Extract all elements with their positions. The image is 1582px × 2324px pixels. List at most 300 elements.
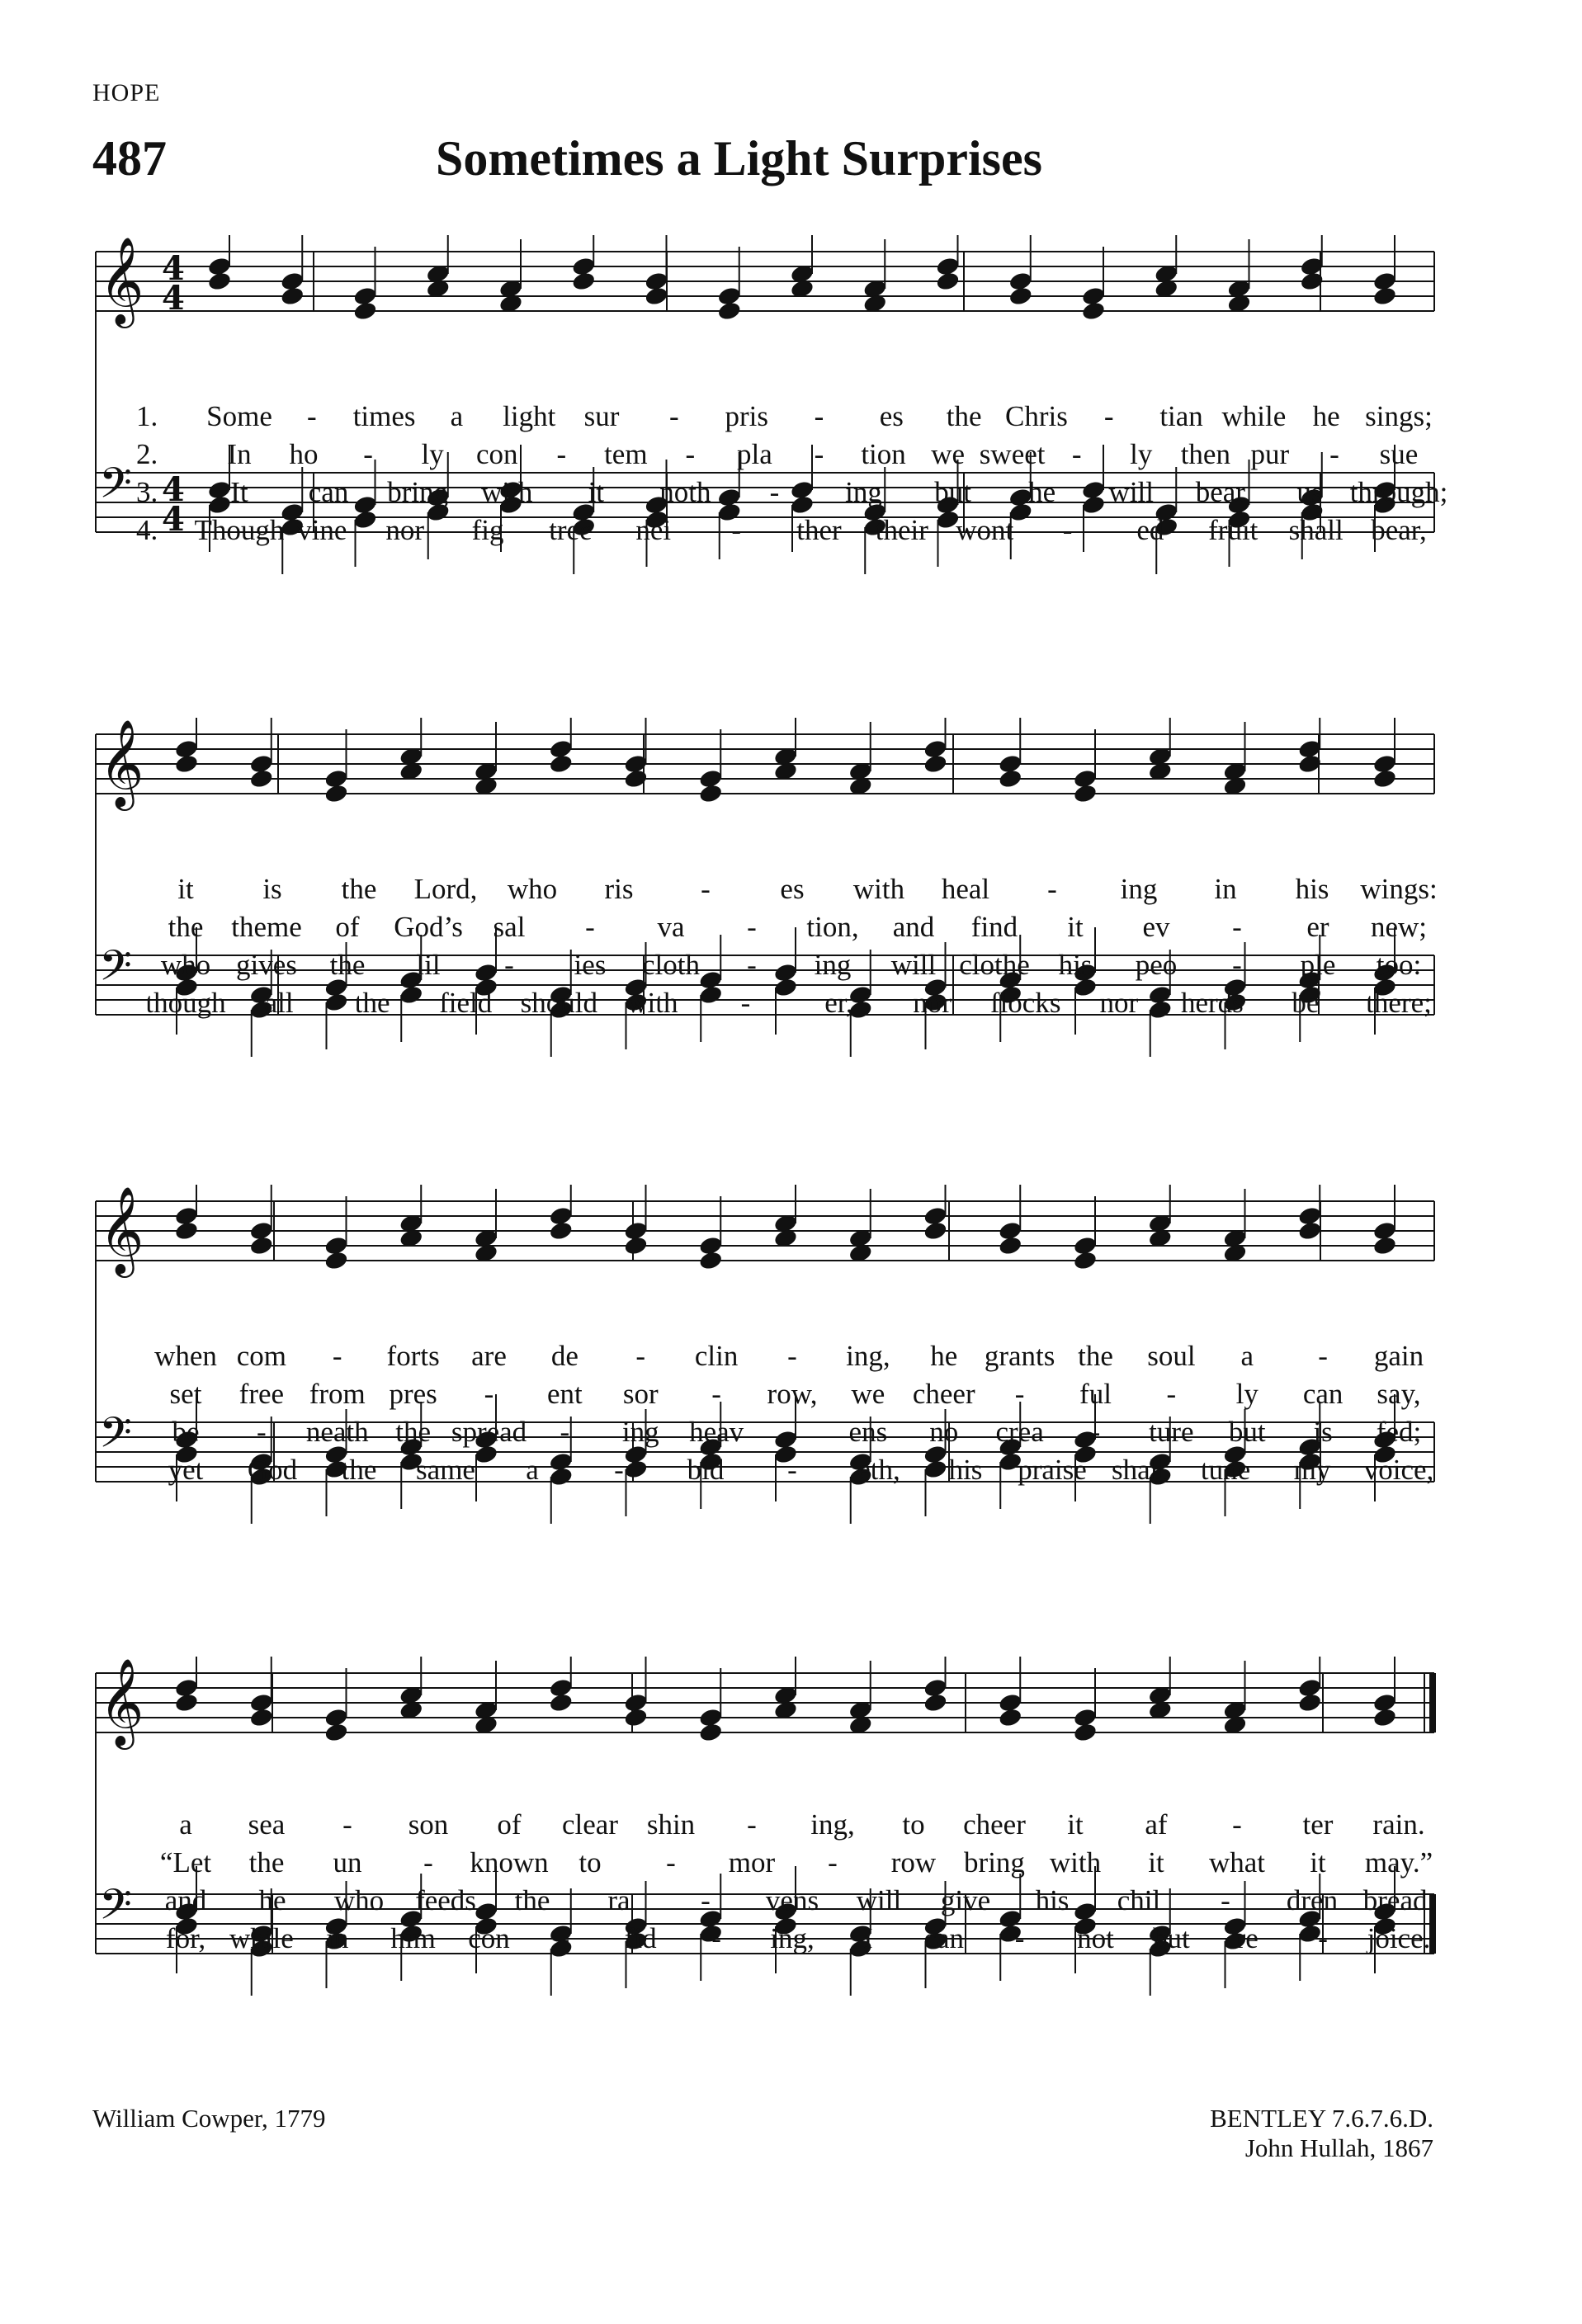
- lyric-syllable: ter: [1302, 1808, 1334, 1841]
- lyric-syllable: tion,: [806, 911, 859, 943]
- syllable-hyphen: -: [1014, 1922, 1025, 1954]
- lyric-syllable: it: [177, 873, 194, 905]
- syllable-hyphen: -: [814, 400, 824, 432]
- lyric-syllable: tune: [1200, 1454, 1251, 1486]
- treble-notehead: [323, 783, 349, 804]
- lyric-syllable: heal: [941, 873, 990, 905]
- lyric-syllable: sor: [622, 1378, 659, 1410]
- lyric-syllable: be: [172, 1416, 200, 1448]
- lyric-syllable: too:: [1376, 949, 1422, 981]
- lyric-syllable: crea: [995, 1416, 1044, 1448]
- lyric-syllable: joice.: [1367, 1922, 1431, 1954]
- lyric-syllable: ing: [814, 949, 852, 981]
- lyric-syllable: nor: [385, 514, 425, 546]
- lyric-syllable: he: [258, 1884, 286, 1916]
- lyric-syllable: Lord,: [413, 873, 478, 905]
- treble-notehead: [698, 1722, 724, 1743]
- lyric-syllable: his: [1295, 873, 1329, 905]
- lyric-syllable: va: [657, 911, 685, 943]
- lyric-syllable: him: [390, 1922, 436, 1954]
- treble-notehead: [698, 1250, 724, 1271]
- lyric-syllable: it: [1067, 1808, 1084, 1841]
- lyric-syllable: Chris: [1005, 400, 1068, 432]
- lyric-syllable: with: [852, 873, 905, 905]
- lyric-syllable: known: [470, 1846, 549, 1879]
- final-barline-thick: [1429, 1673, 1436, 1732]
- treble-notehead: [1372, 1235, 1398, 1256]
- syllable-hyphen: -: [560, 1922, 570, 1954]
- syllable-hyphen: -: [1062, 514, 1073, 546]
- treble-notehead: [716, 300, 742, 322]
- lyric-syllable: row,: [767, 1378, 818, 1410]
- lyric-syllable: shall: [1111, 1454, 1167, 1486]
- lyric-syllable: his: [1058, 949, 1093, 981]
- hymn-number: 487: [92, 131, 167, 186]
- lyric-syllable: we: [931, 438, 966, 470]
- verse-line: [0, 400, 1582, 436]
- lyric-syllable: in: [326, 1922, 349, 1954]
- syllable-hyphen: -: [1047, 873, 1057, 905]
- syllable-hyphen: -: [363, 438, 373, 470]
- lyric-syllable: all: [264, 987, 294, 1019]
- lyric-syllable: ing,: [810, 1808, 855, 1841]
- bass-clef-icon: 𝄢: [99, 458, 132, 518]
- lyric-syllable: though: [145, 987, 226, 1019]
- lyric-syllable: give: [940, 1884, 991, 1916]
- lyric-syllable: eth,: [857, 1454, 900, 1486]
- lyric-syllable: ho: [289, 438, 319, 470]
- treble-notehead: [1073, 783, 1098, 804]
- lyric-syllable: ris: [604, 873, 634, 905]
- syllable-hyphen: -: [828, 1846, 838, 1879]
- lyric-syllable: cheer: [963, 1808, 1026, 1841]
- tune-name: BENTLEY 7.6.7.6.D.: [1210, 2104, 1433, 2133]
- lyric-syllable: ly: [1130, 438, 1153, 470]
- lyric-syllable: ent: [546, 1378, 583, 1410]
- verse-number: 1.: [136, 400, 158, 432]
- lyric-syllable: heav: [689, 1416, 744, 1448]
- syllable-hyphen: -: [614, 1454, 624, 1486]
- lyric-syllable: In: [227, 438, 252, 470]
- lyric-syllable: pur: [1250, 438, 1290, 470]
- treble-notehead: [923, 1692, 948, 1714]
- lyric-syllable: bring: [964, 1846, 1025, 1879]
- lyric-syllable: ev: [1142, 911, 1170, 943]
- treble-notehead: [1372, 285, 1398, 307]
- lyric-syllable: er: [1306, 911, 1329, 943]
- author-credit: William Cowper, 1779: [92, 2104, 326, 2133]
- verse-line: [0, 1884, 1582, 1921]
- treble-notehead: [923, 753, 948, 775]
- lyric-syllable: un: [333, 1846, 362, 1879]
- verse-line: [0, 514, 1582, 550]
- lyric-syllable: It: [230, 476, 248, 508]
- lyric-syllable: find: [970, 911, 1018, 943]
- lyric-syllable: pres: [389, 1378, 437, 1410]
- bass-clef-icon: 𝄢: [99, 1407, 132, 1468]
- treble-notehead: [207, 271, 233, 292]
- lyric-syllable: mor: [728, 1846, 776, 1879]
- lyric-syllable: ies: [574, 949, 607, 981]
- treble-notehead: [1297, 1692, 1323, 1714]
- bass-time-sig-top: 4: [162, 470, 185, 509]
- syllable-hyphen: -: [701, 1884, 711, 1916]
- treble-notehead: [248, 1707, 274, 1728]
- syllable-hyphen: -: [423, 1846, 433, 1879]
- syllable-hyphen: -: [747, 911, 757, 943]
- treble-notehead: [548, 1692, 574, 1714]
- treble-notehead: [323, 1250, 349, 1271]
- lyric-syllable: can: [1302, 1378, 1344, 1410]
- verse-number: 3.: [136, 476, 158, 508]
- lyric-syllable: clin: [694, 1340, 739, 1372]
- lyric-syllable: gain: [1373, 1340, 1424, 1372]
- lyric-syllable: com: [236, 1340, 287, 1372]
- lyric-syllable: may.”: [1364, 1846, 1433, 1879]
- lyric-syllable: same: [416, 1454, 475, 1486]
- treble-notehead: [352, 300, 378, 322]
- lyric-syllable: with: [1049, 1846, 1102, 1879]
- syllable-hyphen: -: [747, 1808, 757, 1841]
- lyric-syllable: ful: [1079, 1378, 1112, 1410]
- syllable-hyphen: -: [1221, 1884, 1230, 1916]
- syllable-hyphen: -: [504, 949, 514, 981]
- lyric-syllable: a: [179, 1808, 192, 1841]
- lyric-syllable: the: [248, 1846, 285, 1879]
- lyric-syllable: his: [1035, 1884, 1070, 1916]
- treble-notehead: [248, 1235, 274, 1256]
- lyric-syllable: while: [229, 1922, 294, 1954]
- treble-notehead: [923, 1220, 948, 1242]
- verse-number: 4.: [136, 514, 158, 546]
- syllable-hyphen: -: [1318, 1922, 1328, 1954]
- lyric-syllable: sings;: [1365, 400, 1433, 432]
- treble-notehead: [548, 753, 574, 775]
- lyric-syllable: the: [341, 1454, 377, 1486]
- lyric-syllable: the: [354, 987, 390, 1019]
- syllable-hyphen: -: [342, 1808, 352, 1841]
- lyric-syllable: cloth: [642, 949, 700, 981]
- lyric-syllable: new;: [1370, 911, 1428, 943]
- lyric-syllable: re: [1235, 1922, 1259, 1954]
- lyric-syllable: the: [395, 1416, 432, 1448]
- lyric-syllable: dren: [1286, 1884, 1339, 1916]
- syllable-hyphen: -: [740, 987, 751, 1019]
- lyric-syllable: yet: [168, 1454, 204, 1486]
- lyric-syllable: bear,: [1371, 514, 1427, 546]
- lyric-syllable: ing: [621, 1416, 659, 1448]
- lyric-syllable: vine: [297, 514, 347, 546]
- lyric-syllable: son: [408, 1808, 449, 1841]
- lyric-syllable: be: [1292, 987, 1320, 1019]
- lyric-syllable: herds: [1180, 987, 1244, 1019]
- lyric-syllable: with: [481, 476, 533, 508]
- lyric-syllable: the: [946, 400, 982, 432]
- bass-clef-icon: 𝄢: [99, 1879, 132, 1940]
- lyric-syllable: not: [1077, 1922, 1114, 1954]
- lyric-syllable: bread.: [1362, 1884, 1435, 1916]
- syllable-hyphen: -: [711, 1378, 721, 1410]
- lyric-syllable: lil: [416, 949, 441, 981]
- lyric-syllable: bring: [387, 476, 449, 508]
- syllable-hyphen: -: [1329, 438, 1339, 470]
- lyric-syllable: but: [934, 476, 971, 508]
- lyric-syllable: nor: [1099, 987, 1139, 1019]
- lyric-syllable: times: [352, 400, 416, 432]
- syllable-hyphen: -: [787, 1454, 797, 1486]
- treble-notehead: [248, 768, 274, 790]
- lyric-syllable: sal: [493, 911, 526, 943]
- treble-time-sig-bottom: 4: [162, 279, 185, 318]
- lyric-syllable: it: [1148, 1846, 1164, 1879]
- lyric-syllable: ly: [1235, 1378, 1259, 1410]
- lyric-syllable: are: [471, 1340, 507, 1372]
- syllable-hyphen: -: [669, 400, 679, 432]
- treble-notehead: [548, 1220, 574, 1242]
- lyric-syllable: nei: [635, 514, 672, 546]
- lyric-syllable: clear: [562, 1808, 618, 1841]
- lyric-syllable: Though: [194, 514, 285, 546]
- verse-line: [0, 911, 1582, 947]
- lyric-syllable: clothe: [959, 949, 1030, 981]
- lyric-syllable: de: [550, 1340, 578, 1372]
- composer-credit: John Hullah, 1867: [1244, 2133, 1433, 2162]
- syllable-hyphen: -: [787, 1340, 797, 1372]
- lyric-syllable: es: [879, 400, 904, 432]
- lyric-syllable: I: [863, 1922, 873, 1954]
- treble-notehead: [644, 285, 669, 307]
- lyric-syllable: fruit: [1208, 514, 1259, 546]
- lyric-syllable: the: [168, 911, 204, 943]
- syllable-hyphen: -: [1232, 1808, 1242, 1841]
- treble-notehead: [1081, 300, 1107, 322]
- lyric-syllable: tian: [1159, 400, 1203, 432]
- lyric-syllable: when: [154, 1340, 217, 1372]
- lyric-syllable: we: [851, 1378, 885, 1410]
- lyric-syllable: neath: [305, 1416, 369, 1448]
- lyric-syllable: to: [902, 1808, 925, 1841]
- lyric-syllable: ra: [607, 1884, 630, 1916]
- syllable-hyphen: -: [1166, 1378, 1177, 1410]
- syllable-hyphen: -: [1014, 1378, 1025, 1410]
- lyric-syllable: for,: [165, 1922, 206, 1954]
- lyric-syllable: who: [507, 873, 558, 905]
- lyric-syllable: can: [923, 1922, 965, 1954]
- verse-line: [0, 1922, 1582, 1959]
- lyric-syllable: ing,: [846, 1340, 890, 1372]
- treble-notehead: [323, 1722, 349, 1743]
- lyric-syllable: of: [335, 911, 360, 943]
- lyric-syllable: but: [1228, 1416, 1266, 1448]
- lyric-syllable: flocks: [989, 987, 1061, 1019]
- lyric-syllable: vens: [765, 1884, 819, 1916]
- lyric-syllable: and: [892, 911, 935, 943]
- lyric-syllable: ing: [1120, 873, 1158, 905]
- lyric-syllable: but: [1153, 1922, 1190, 1954]
- syllable-hyphen: -: [556, 438, 567, 470]
- lyric-syllable: ple: [1300, 949, 1336, 981]
- lyric-syllable: fig: [471, 514, 504, 546]
- lyric-syllable: who: [333, 1884, 385, 1916]
- treble-notehead: [1297, 1220, 1323, 1242]
- lyric-syllable: free: [238, 1378, 285, 1410]
- lyric-syllable: say,: [1377, 1378, 1421, 1410]
- lyric-syllable: wont: [956, 514, 1014, 546]
- syllable-hyphen: -: [484, 1378, 494, 1410]
- lyric-syllable: a: [526, 1454, 539, 1486]
- lyric-syllable: es: [780, 873, 805, 905]
- lyric-syllable: will: [890, 949, 937, 981]
- treble-notehead: [935, 271, 961, 292]
- lyric-syllable: shin: [646, 1808, 696, 1841]
- lyric-syllable: the: [514, 1884, 550, 1916]
- lyric-syllable: “Let: [159, 1846, 212, 1879]
- lyric-syllable: sur: [583, 400, 620, 432]
- treble-notehead: [623, 768, 649, 790]
- verse-line: [0, 1454, 1582, 1490]
- lyric-syllable: sweet: [979, 438, 1046, 470]
- lyric-syllable: what: [1208, 1846, 1266, 1879]
- lyric-syllable: sea: [248, 1808, 286, 1841]
- lyric-syllable: there;: [1366, 987, 1432, 1019]
- lyric-syllable: a: [1240, 1340, 1254, 1372]
- verse-line: [0, 1846, 1582, 1883]
- verse-line: [0, 438, 1582, 474]
- syllable-hyphen: -: [635, 1340, 646, 1372]
- verse-line: [0, 1378, 1582, 1414]
- lyric-syllable: praise: [1018, 1454, 1087, 1486]
- lyric-syllable: is: [262, 873, 282, 905]
- treble-notehead: [1008, 285, 1033, 307]
- lyric-syllable: his: [948, 1454, 983, 1486]
- lyric-syllable: set: [169, 1378, 202, 1410]
- syllable-hyphen: -: [257, 1416, 267, 1448]
- lyric-syllable: theme: [231, 911, 302, 943]
- lyric-syllable: the: [329, 949, 366, 981]
- lyric-syllable: is: [1313, 1416, 1333, 1448]
- lyric-syllable: fid: [624, 1922, 657, 1954]
- lyric-syllable: gives: [236, 949, 297, 981]
- lyric-syllable: rain.: [1372, 1808, 1425, 1841]
- lyric-syllable: peo: [1135, 949, 1178, 981]
- syllable-hyphen: -: [1071, 438, 1082, 470]
- lyric-syllable: then: [1180, 438, 1230, 470]
- lyric-syllable: the: [341, 873, 377, 905]
- lyric-syllable: cheer: [912, 1378, 975, 1410]
- syllable-hyphen: -: [731, 514, 741, 546]
- lyric-syllable: will: [1108, 476, 1154, 508]
- syllable-hyphen: -: [769, 476, 780, 508]
- lyric-syllable: pla: [737, 438, 772, 470]
- treble-notehead: [174, 1220, 200, 1242]
- treble-notehead: [623, 1235, 649, 1256]
- lyric-syllable: it: [588, 476, 605, 508]
- syllable-hyphen: -: [711, 1922, 721, 1954]
- lyric-syllable: soul: [1147, 1340, 1196, 1372]
- lyric-syllable: us: [1296, 476, 1323, 508]
- lyric-syllable: feeds: [415, 1884, 476, 1916]
- lyric-syllable: pris: [725, 400, 768, 432]
- lyric-syllable: ly: [421, 438, 444, 470]
- verse-line: [0, 873, 1582, 909]
- lyric-syllable: he: [930, 1340, 958, 1372]
- lyric-syllable: the: [1078, 1340, 1113, 1372]
- lyric-syllable: voice,: [1363, 1454, 1434, 1486]
- lyric-syllable: to: [578, 1846, 602, 1879]
- treble-notehead: [174, 753, 200, 775]
- lyric-syllable: bear: [1195, 476, 1245, 508]
- lyric-syllable: from: [309, 1378, 366, 1410]
- lyric-syllable: nor: [913, 987, 952, 1019]
- treble-notehead: [998, 1707, 1023, 1728]
- treble-notehead: [998, 1235, 1023, 1256]
- treble-clef-icon: 𝄞: [99, 236, 144, 324]
- verse-line: [0, 949, 1582, 985]
- lyric-syllable: their: [875, 514, 928, 546]
- syllable-hyphen: -: [585, 911, 595, 943]
- lyric-syllable: noth: [659, 476, 711, 508]
- bass-time-sig-bottom: 4: [162, 500, 185, 539]
- lyric-syllable: spread: [451, 1416, 527, 1448]
- lyric-syllable: God: [247, 1454, 298, 1486]
- lyric-syllable: con: [475, 438, 518, 470]
- syllable-hyphen: -: [1232, 949, 1242, 981]
- treble-clef-icon: 𝄞: [99, 1186, 144, 1274]
- lyric-syllable: wings:: [1360, 873, 1438, 905]
- lyric-syllable: it: [1310, 1846, 1326, 1879]
- syllable-hyphen: -: [1232, 911, 1242, 943]
- lyric-syllable: sue: [1379, 438, 1419, 470]
- lyric-syllable: light: [503, 400, 556, 432]
- syllable-hyphen: -: [332, 1340, 342, 1372]
- lyric-syllable: will: [856, 1884, 902, 1916]
- lyric-syllable: no: [929, 1416, 959, 1448]
- lyric-syllable: and: [164, 1884, 207, 1916]
- treble-notehead: [174, 1692, 200, 1714]
- syllable-hyphen: -: [1103, 400, 1114, 432]
- lyric-syllable: God’s: [394, 911, 463, 943]
- lyric-syllable: chil: [1117, 1884, 1161, 1916]
- lyric-syllable: of: [497, 1808, 522, 1841]
- syllable-hyphen: -: [306, 400, 317, 432]
- treble-notehead: [280, 285, 305, 307]
- treble-clef-icon: 𝄞: [99, 1657, 144, 1746]
- lyric-syllable: ture: [1149, 1416, 1194, 1448]
- lyric-syllable: he: [1312, 400, 1340, 432]
- verse-line: [0, 476, 1582, 512]
- lyric-syllable: ens: [848, 1416, 888, 1448]
- treble-notehead: [998, 768, 1023, 790]
- syllable-hyphen: -: [560, 1416, 570, 1448]
- hymn-title: Sometimes a Light Surprises: [436, 131, 1042, 186]
- lyric-syllable: forts: [386, 1340, 440, 1372]
- lyric-syllable: while: [1221, 400, 1287, 432]
- treble-time-sig-top: 4: [162, 249, 185, 288]
- lyric-syllable: ing: [845, 476, 882, 508]
- lyric-syllable: ther: [796, 514, 842, 546]
- syllable-hyphen: -: [666, 1846, 676, 1879]
- syllable-hyphen: -: [747, 949, 757, 981]
- tune-credit: [1210, 2104, 1433, 2163]
- treble-notehead: [1372, 768, 1398, 790]
- bass-clef-icon: 𝄢: [99, 940, 132, 1001]
- lyric-syllable: ing,: [770, 1922, 815, 1954]
- treble-clef-icon: 𝄞: [99, 719, 144, 807]
- verse-number: 2.: [136, 438, 158, 470]
- lyric-syllable: grants: [984, 1340, 1055, 1372]
- lyric-syllable: bid: [687, 1454, 725, 1486]
- verse-line: [0, 987, 1582, 1023]
